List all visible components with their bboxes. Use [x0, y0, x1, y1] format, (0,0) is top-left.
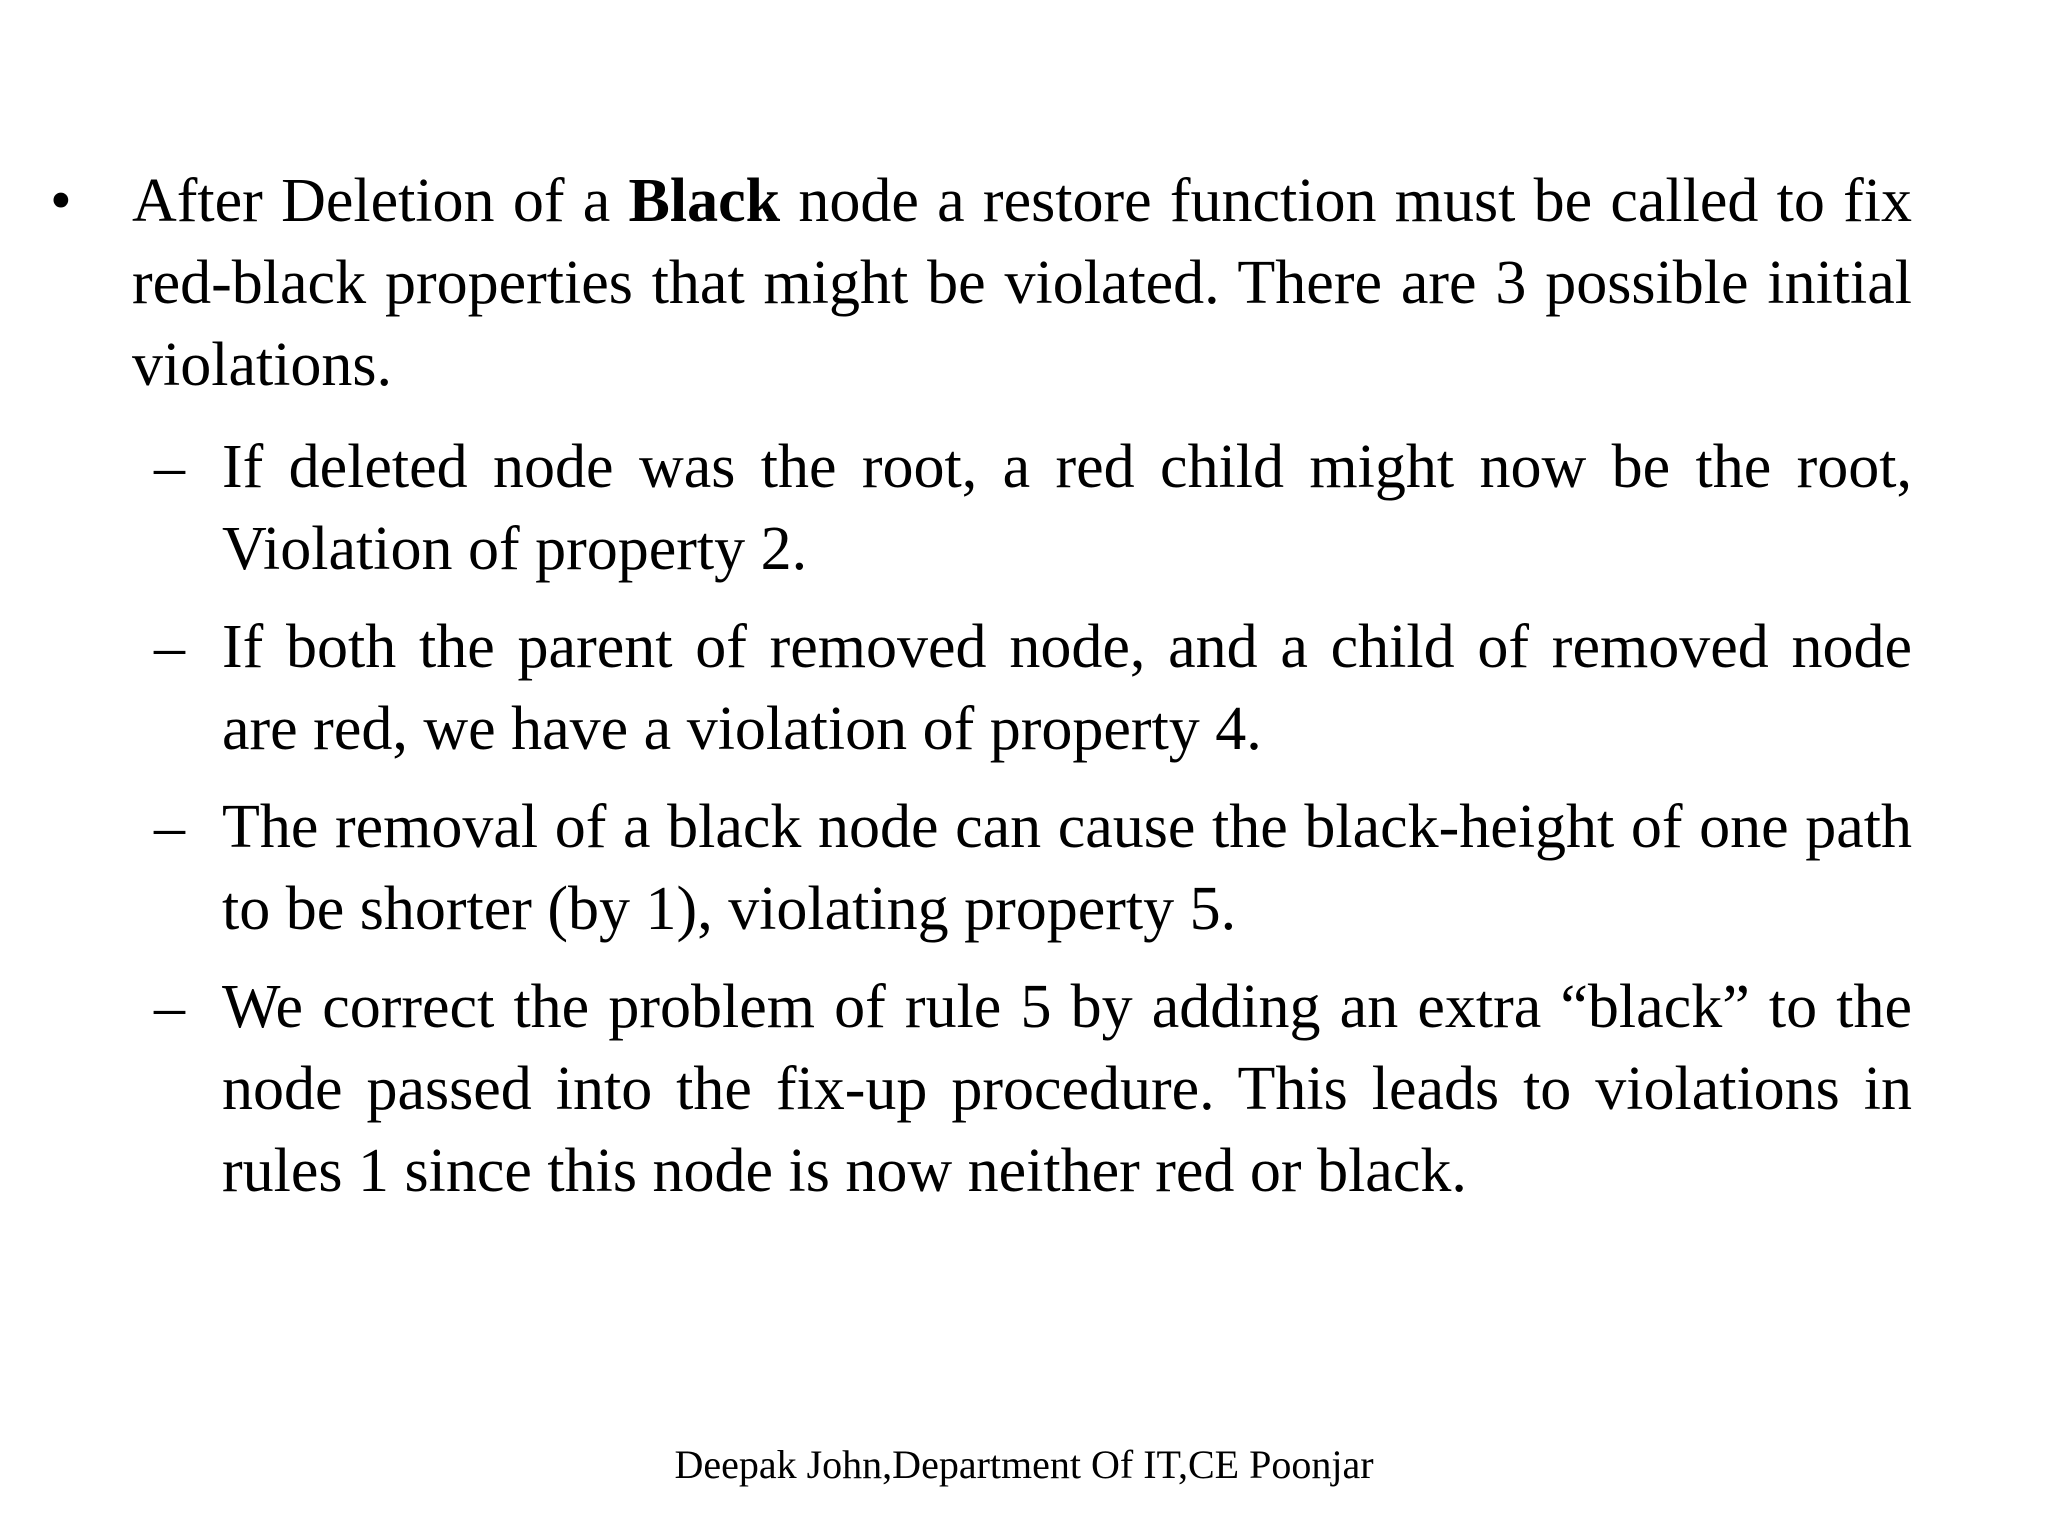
dash-icon: –: [154, 613, 185, 681]
sub-bullet-text: The removal of a black node can cause the black-height of one path to be shorter (by 1), violating property 5.: [222, 793, 1912, 943]
main-bullet-bold-word: Black: [628, 167, 781, 235]
dash-icon: –: [154, 433, 185, 501]
slide-footer: Deepak John,Department Of IT,CE Poonjar: [674, 1442, 1374, 1487]
main-bullet-text-after: node a restore function must be called to fix red-black properties that might be violated. There are 3 possible initial violations.: [132, 167, 1912, 399]
sub-bullet-item: [50, 606, 1912, 770]
sub-bullet-text: If deleted node was the root, a red child might now be the root, Violation of property 2.: [222, 433, 1912, 583]
sub-bullet-item: [50, 966, 1912, 1212]
sub-bullet-list: [50, 426, 2002, 1212]
dash-icon: –: [154, 793, 185, 861]
dash-icon: –: [154, 973, 185, 1041]
sub-bullet-text: If both the parent of removed node, and a child of removed node are red, we have a violation of property 4.: [222, 613, 1912, 763]
main-bullet: [50, 160, 1912, 406]
slide-content: [50, 160, 2002, 1228]
sub-bullet-item: [50, 786, 1912, 950]
bullet-icon: •: [50, 167, 72, 235]
sub-bullet-text: We correct the problem of rule 5 by adding an extra “black” to the node passed into the fix-up procedure. This leads to violations in rules 1 since this node is now neither red or black.: [222, 973, 1912, 1205]
sub-bullet-item: [50, 426, 1912, 590]
main-bullet-text-before: After Deletion of a: [132, 167, 629, 235]
